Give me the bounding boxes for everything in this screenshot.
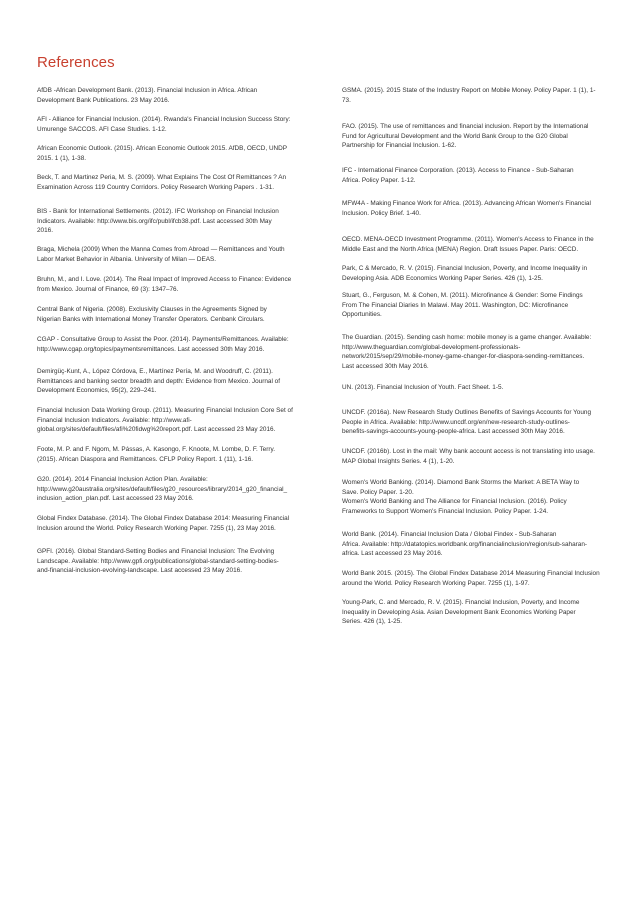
reference-item: CGAP - Consultative Group to Assist the Poor. (2014). Payments/Remittances. Available: http://www.cgap.org/topics/paymentsremittances. Last accessed 30th May 2016. [37, 336, 289, 353]
reference-item: World Bank 2015. (2015). The Global Findex Database 2014 Measuring Financial Inclusion around the World. Policy Research Working Paper. 7255 (1), 1-97. [342, 570, 600, 587]
reference-item: Women's World Banking. (2014). Diamond Bank Storms the Market: A BETA Way to Save. Policy Paper. 1-20. Women's World Banking and The Alliance for Financial Inclusion. (2016). Policy Frameworks to Support Women's Financial Inclusion. Policy Paper. 1-24. [342, 479, 580, 515]
reference-item: Financial Inclusion Data Working Group. (2011). Measuring Financial Inclusion Core Set of Financial Inclusion Indicators. Available: http://www.afi- global.org/sites/default/files/afi%20fidwg%20report.pdf. Last accessed 23 May 2016. [37, 407, 293, 434]
reference-item: UNCDF. (2016a). New Research Study Outlines Benefits of Savings Accounts for Young People in Africa. Available: http://www.uncdf.org/en/new-research-study-outlines- benefits-savings-accounts-young-people-africa. Last accessed 30th May 2016. [342, 409, 592, 436]
reference-item: AfDB -African Development Bank. (2013). Financial Inclusion in Africa. African Development Bank Publications. 23 May 2016. [37, 87, 258, 104]
reference-item: UN. (2013). Financial Inclusion of Youth. Fact Sheet. 1-5. [342, 384, 504, 391]
reference-item: Global Findex Database. (2014). The Global Findex Database 2014: Measuring Financial Inclusion around the World. Policy Research Working Paper. 7255 (1), 23 May 2016. [37, 515, 290, 532]
reference-item: GPFI. (2016). Global Standard-Setting Bodies and Financial Inclusion: The Evolving Landscape. Available: http://www.gpfi.org/publications/global-standard-setting-bodies- and-financial-inclusion-evolving-landscape. Last accessed 23 May 2016. [37, 548, 279, 575]
reference-item: OECD. MENA-OECD Investment Programme. (2011). Women's Access to Finance in the Middle East and the North Africa (MENA) Region. Draft Issues Paper. Paris: OECD. [342, 236, 594, 253]
reference-item: MFW4A - Making Finance Work for Africa. (2013). Advancing African Women's Financial Inclusion. Policy Brief. 1-40. [342, 200, 591, 217]
reference-item: G20. (2014). 2014 Financial Inclusion Action Plan. Available: http://www.g20australia.org/sites/default/files/g20_resources/library/2014_g20_financial_ inclusion_action_plan.pdf. Last accessed 23 May 2016. [37, 476, 288, 503]
reference-item: FAO. (2015). The use of remittances and financial inclusion. Report by the International Fund for Agricultural Development and the World Bank Group to the G20 Global Partnership for Financial Inclusion. 1-62. [342, 123, 589, 150]
reference-item: Beck, T. and Martinez Peria, M. S. (2009). What Explains The Cost Of Remittances ? An Examination Across 119 Country Corridors. Policy Research Working Papers . 1-31. [37, 174, 287, 191]
reference-item: IFC - International Finance Corporation. (2013). Access to Finance - Sub-Saharan Africa. Policy Paper. 1-12. [342, 167, 574, 184]
reference-item: The Guardian. (2015). Sending cash home: mobile money is a game changer. Available: http://www.theguardian.com/global-development-professionals- network/2015/sep/29/mobile-money-game-changer-for-diaspora-sending-remittances. Last accessed 30th May 2016. [342, 334, 592, 370]
reference-item: Braga, Michela (2009) When the Manna Comes from Abroad — Remittances and Youth Labor Market Behavior in Albania. University of Milan — DEAS. [37, 246, 285, 263]
reference-item: Park, C & Mercado, R. V. (2015). Financial Inclusion, Poverty, and Income Inequality in Developing Asia. ADB Economics Working Paper Series. 426 (1), 1-25. [342, 265, 588, 282]
reference-item: GSMA. (2015). 2015 State of the Industry Report on Mobile Money. Policy Paper. 1 (1), 1- 73. [342, 87, 596, 104]
reference-item: African Economic Outlook. (2015). African Economic Outlook 2015. AfDB, OECD, UNDP 2015. 1 (1), 1-38. [37, 145, 288, 162]
reference-item: Young-Park, C. and Mercado, R. V. (2015). Financial Inclusion, Poverty, and Income Inequality in Developing Asia. Asian Development Bank Economics Working Paper Series. 426 (1), 1-25. [342, 599, 580, 626]
reference-item: Foote, M. P. and F. Ngom, M. Pássas, A. Kasongo, F. Knoote, M. Lombe, D. F. Terry. (2015). African Diaspora and Remittances. CFLP Policy Report. 1 (11), 1-16. [37, 446, 275, 463]
reference-item: Bruhn, M., and I. Love. (2014). The Real Impact of Improved Access to Finance: Evidence from Mexico. Journal of Finance, 69 (3): 1347–76. [37, 276, 292, 293]
reference-item: BIS - Bank for International Settlements. (2012). IFC Workshop on Financial Inclusion Indicators. Available: http://www.bis.org/ifc/publ/ifcb38.pdf. Last accessed 30th May 2016. [37, 208, 279, 235]
reference-item: Central Bank of Nigeria. (2008). Exclusivity Clauses in the Agreements Signed by Nigerian Banks with International Money Transfer Operators. Cenbank Circulars. [37, 306, 267, 323]
reference-item: UNCDF. (2016b). Lost in the mail: Why bank account access is not translating into usage. MAP Global Insights Series. 4 (1), 1-20. [342, 448, 595, 465]
reference-item: AFI - Alliance for Financial Inclusion. (2014). Rwanda's Financial Inclusion Success Story: Umurenge SACCOS. AFI Case Studies. 1-12. [37, 116, 291, 133]
reference-item: World Bank. (2014). Financial Inclusion Data / Global Findex - Sub-Saharan Africa. Available: http://datatopics.worldbank.org/financialinclusion/region/sub-saharan- africa. Last accessed 23 May 2016. [342, 531, 587, 558]
page-title: References [37, 54, 115, 71]
reference-item: Demirgüç-Kunt, A., López Córdova, E., Martínez Pería, M. and Woodruff, C. (2011). Remittances and banking sector breadth and depth: Evidence from Mexico. Journal of Development Economics, 95(2), 229–241. [37, 368, 280, 395]
reference-item: Stuart, G., Ferguson, M. & Cohen, M. (2011). Microfinance & Gender: Some Findings From The Financial Diaries In Malawi. May 2011. Washington, DC: Microfinance Opportunities. [342, 292, 583, 319]
